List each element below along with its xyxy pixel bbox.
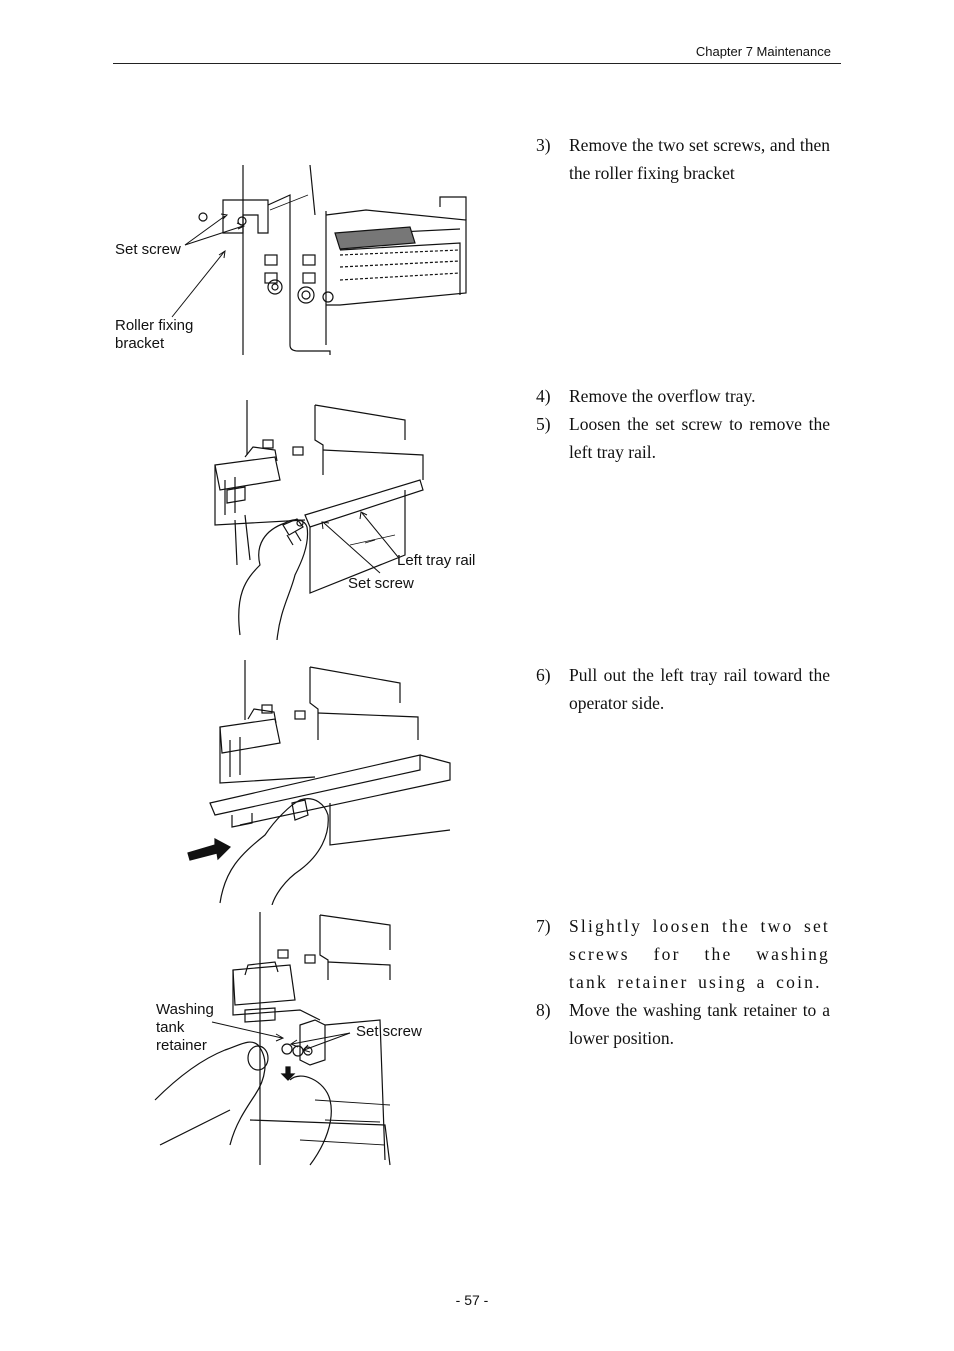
figure-pull-rail [180, 655, 480, 905]
step-text: Loosen the set screw to remove the left tray rail. [569, 414, 830, 462]
step-6 [536, 661, 830, 717]
label-set-screw-2: Set screw [348, 575, 414, 592]
step-4-5 [536, 382, 830, 466]
label-roller-bracket-1: Roller fixing [115, 317, 194, 334]
figure2-leader-lines [300, 505, 410, 585]
page-number: - 57 - [455, 1292, 489, 1308]
figure4-leader-lines [200, 1010, 360, 1070]
step-text: Pull out the left tray rail toward the operator side. [569, 665, 830, 713]
step-number: 3) [536, 135, 551, 155]
label-set-screw-4: Set screw [356, 1023, 422, 1040]
label-set-screw-1: Set screw [115, 241, 181, 258]
step-text: Slightly loosen the two set screws for the washing tank retainer using a coin. [569, 916, 830, 992]
step-text: Remove the two set screws, and then the roller fixing bracket [569, 135, 830, 183]
label-washing-tank-3: retainer [156, 1037, 207, 1054]
step-number: 7) [536, 916, 551, 936]
step-number: 8) [536, 1000, 551, 1020]
step-7-8 [536, 912, 830, 1052]
label-washing-tank-1: Washing [156, 1001, 214, 1018]
label-left-tray-rail: Left tray rail [397, 552, 476, 569]
step-number: 6) [536, 665, 551, 685]
page-header [113, 43, 841, 64]
step-text: Move the washing tank retainer to a lower position. [569, 1000, 830, 1048]
figure1-leader-lines [110, 200, 260, 330]
step-text: Remove the overflow tray. [569, 386, 756, 406]
label-roller-bracket-2: bracket [115, 335, 165, 352]
step-number: 5) [536, 414, 551, 434]
chapter-title: Chapter 7 Maintenance [695, 44, 831, 59]
step-number: 4) [536, 386, 551, 406]
label-washing-tank-2: tank [156, 1019, 185, 1036]
step-3 [536, 131, 830, 187]
